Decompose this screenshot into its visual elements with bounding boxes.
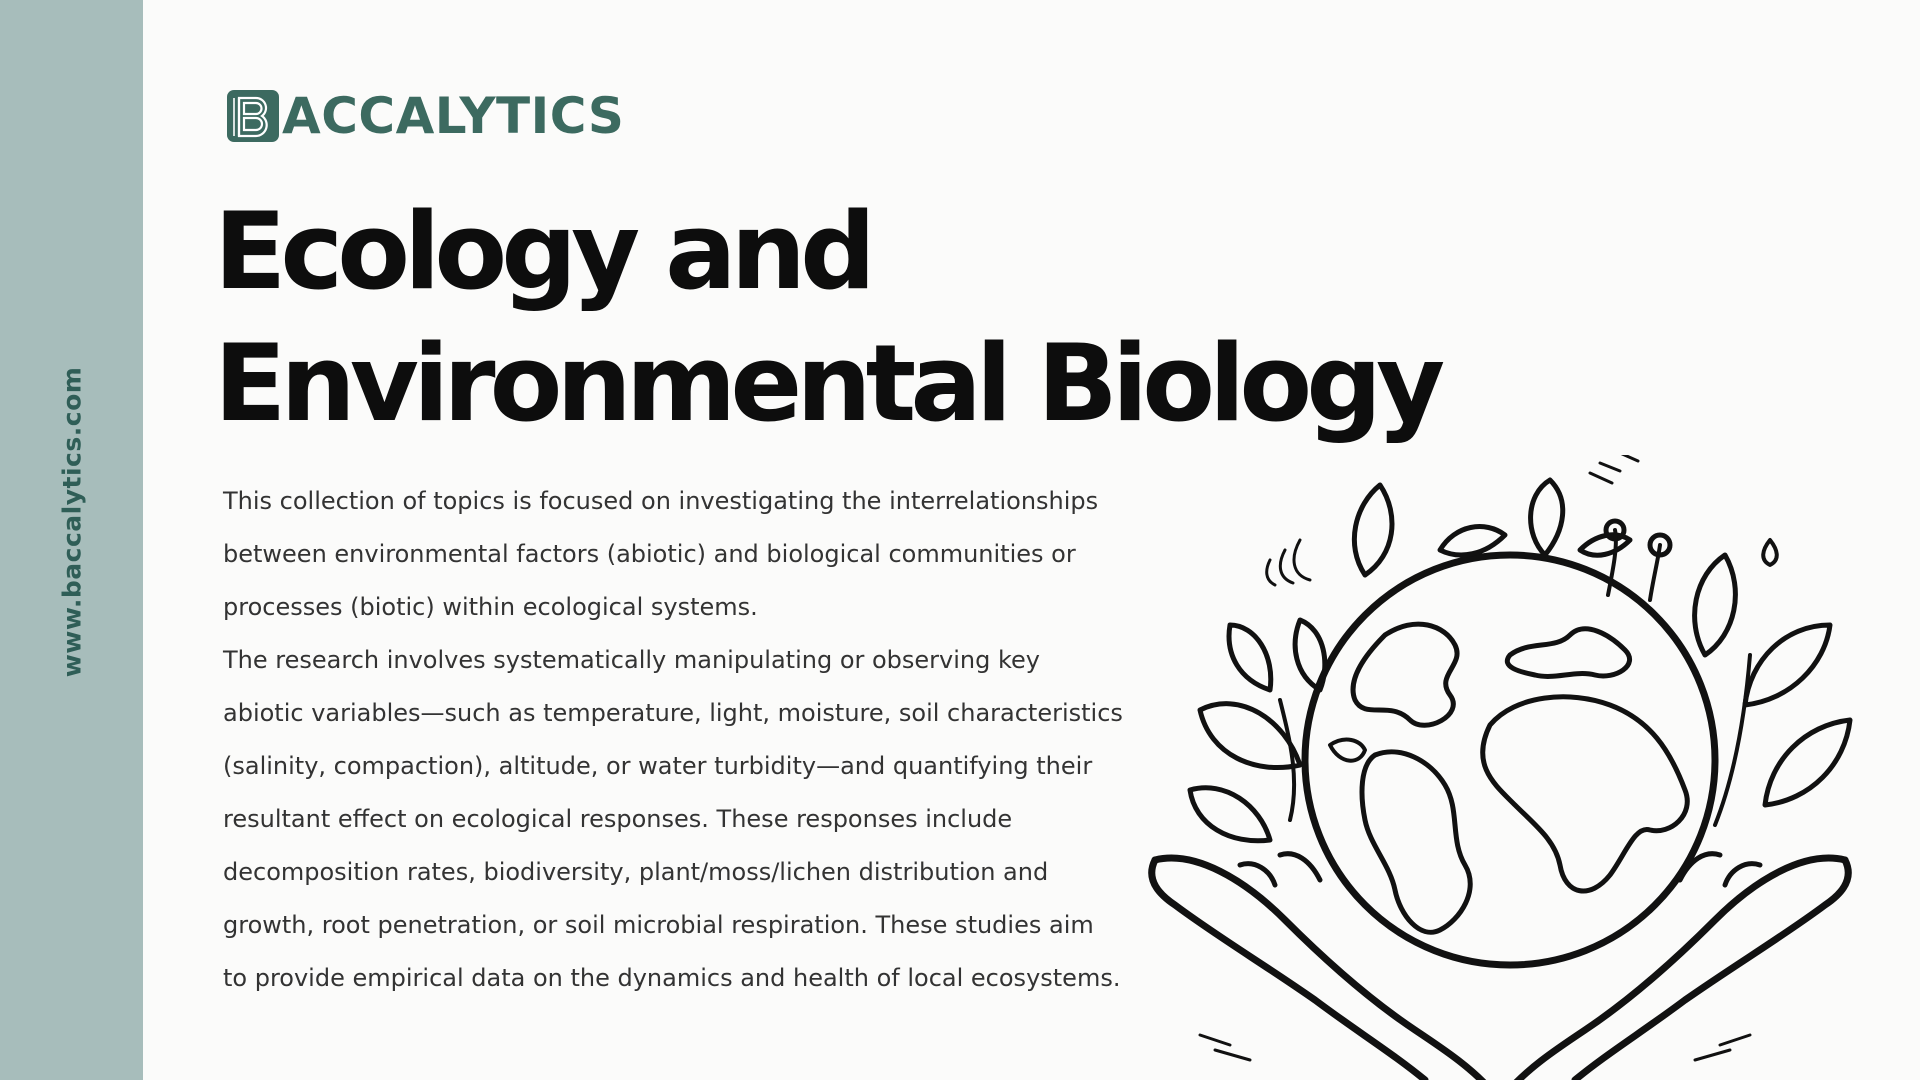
title-line-2: Environmental Biology xyxy=(214,322,1440,445)
description-paragraph-2: The research involves systematically manipulating or observing key abiotic variables—such as temperature, light, moisture, soil characteristics (salinity, compaction), altitude, or water turbidity—and quantifying their resultant effect on ecological responses. These responses include decomposition rates, biodiversity, plant/moss/lichen distribution and growth, root penetration, or soil microbial respiration. These studies aim to provide empirical data on the dynamics and health of local ecosystems. xyxy=(223,646,1123,992)
baccalytics-logo-icon xyxy=(226,89,280,143)
page-title xyxy=(214,186,1714,450)
sidebar xyxy=(0,0,143,1080)
description xyxy=(223,475,1123,1005)
brand-logo xyxy=(226,89,624,143)
brand-name: ACCALYTICS xyxy=(282,87,625,145)
hands-holding-earth-icon xyxy=(1130,455,1870,1080)
description-paragraph-1: This collection of topics is focused on investigating the interrelationships between environmental factors (abiotic) and biological communities or processes (biotic) within ecological systems. xyxy=(223,487,1099,621)
website-url: www.baccalytics.com xyxy=(57,366,87,678)
title-line-1: Ecology and xyxy=(214,190,870,313)
